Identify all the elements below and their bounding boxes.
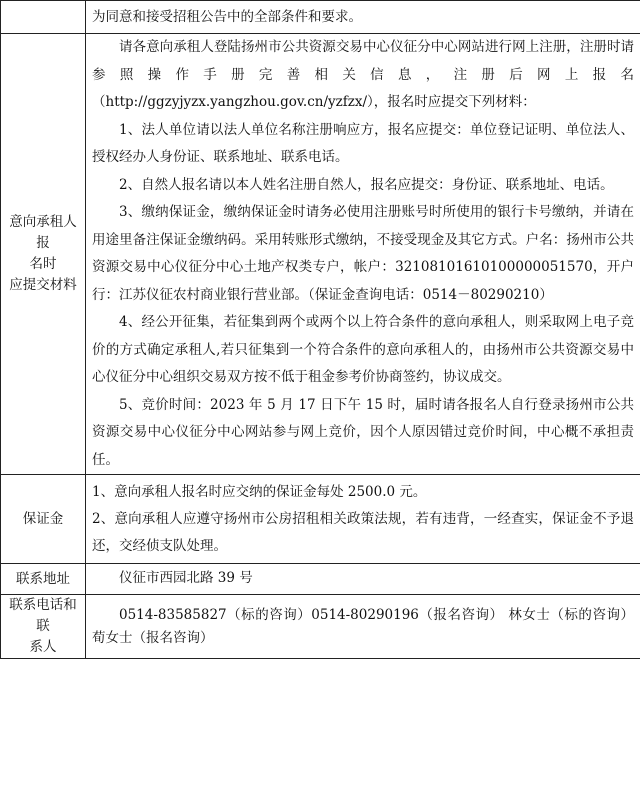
materials-label-line-1: 意向承租人报 xyxy=(9,214,77,251)
deposit-label: 保证金 xyxy=(1,475,86,564)
top-row-label-cell xyxy=(1,1,86,34)
contact-content xyxy=(86,595,640,659)
contact-label xyxy=(1,595,86,659)
address-content xyxy=(86,564,640,595)
materials-label-line-2: 名时 xyxy=(29,256,57,272)
contact-row xyxy=(1,595,640,659)
materials-item-5: 5、竞价时间：2023 年 5 月 17 日下午 15 时，届时请各报名人自行登录扬州市公共资源交易中心仪征分中心网站参与网上竞价，因个人原因错过竞价时间，中心概不承担责任。 xyxy=(92,396,634,468)
materials-row xyxy=(1,34,640,475)
materials-label xyxy=(1,34,86,475)
materials-content xyxy=(86,34,640,475)
materials-item-2: 2、自然人报名请以本人姓名注册自然人，报名应提交：身份证、联系地址、电话。 xyxy=(119,176,614,193)
materials-intro: 请各意向承租人登陆扬州市公共资源交易中心仪征分中心网站进行网上注册，注册时请参照操作手册完善相关信息，注册后网上报名（http://ggzyjyzx.yangzhou.gov.cn/yzfzx/），报名时应提交下列材料： xyxy=(92,39,634,110)
deposit-item-2: 2、意向承租人应遵守扬州市公房招租相关政策法规，若有违背，一经查实，保证金不予退还，交经侦支队处理。 xyxy=(92,510,634,554)
address-label: 联系地址 xyxy=(1,564,86,595)
materials-item-4: 4、经公开征集，若征集到两个或两个以上符合条件的意向承租人，则采取网上电子竞价的方式确定承租人,若只征集到一个符合条件的意向承租人的，由扬州市公共资源交易中心仪征分中心组织交易双方按不低于租金参考价协商签约，协议成交。 xyxy=(92,314,634,385)
address-value: 仪征市西园北路 39 号 xyxy=(119,570,253,587)
materials-item-1: 1、法人单位请以法人单位名称注册响应方，报名应提交：单位登记证明、单位法人、授权经办人身份证、联系地址、联系电话。 xyxy=(92,121,634,165)
top-row-text: 为同意和接受招租公告中的全部条件和要求。 xyxy=(92,9,362,25)
materials-item-3: 3、缴纳保证金，缴纳保证金时请务必使用注册账号时所使用的银行卡号缴纳，并请在用途里备注保证金缴纳码。采用转账形式缴纳，不接受现金及其它方式。户名：扬州市公共资源交易中心仪征分中心土地产权类专户，帐户：32108101610100000051570，开户行：江苏仪征农村商业银行营业部。（保证金查询电话：0514－80290210） xyxy=(92,204,634,303)
deposit-content xyxy=(86,475,640,564)
materials-label-line-3: 应提交材料 xyxy=(9,277,77,293)
address-row xyxy=(1,564,640,595)
contact-value: 0514-83585827（标的咨询）0514-80290196（报名咨询） 林女士（标的咨询） 荀女士（报名咨询） xyxy=(92,606,634,646)
deposit-row xyxy=(1,475,640,564)
deposit-item-1: 1、意向承租人报名时应交纳的保证金每处 2500.0 元。 xyxy=(92,483,427,500)
top-row-content xyxy=(86,1,640,34)
contact-label-line-1: 联系电话和联 xyxy=(9,597,77,634)
contact-label-line-2: 系人 xyxy=(29,639,57,655)
top-row xyxy=(1,1,640,34)
